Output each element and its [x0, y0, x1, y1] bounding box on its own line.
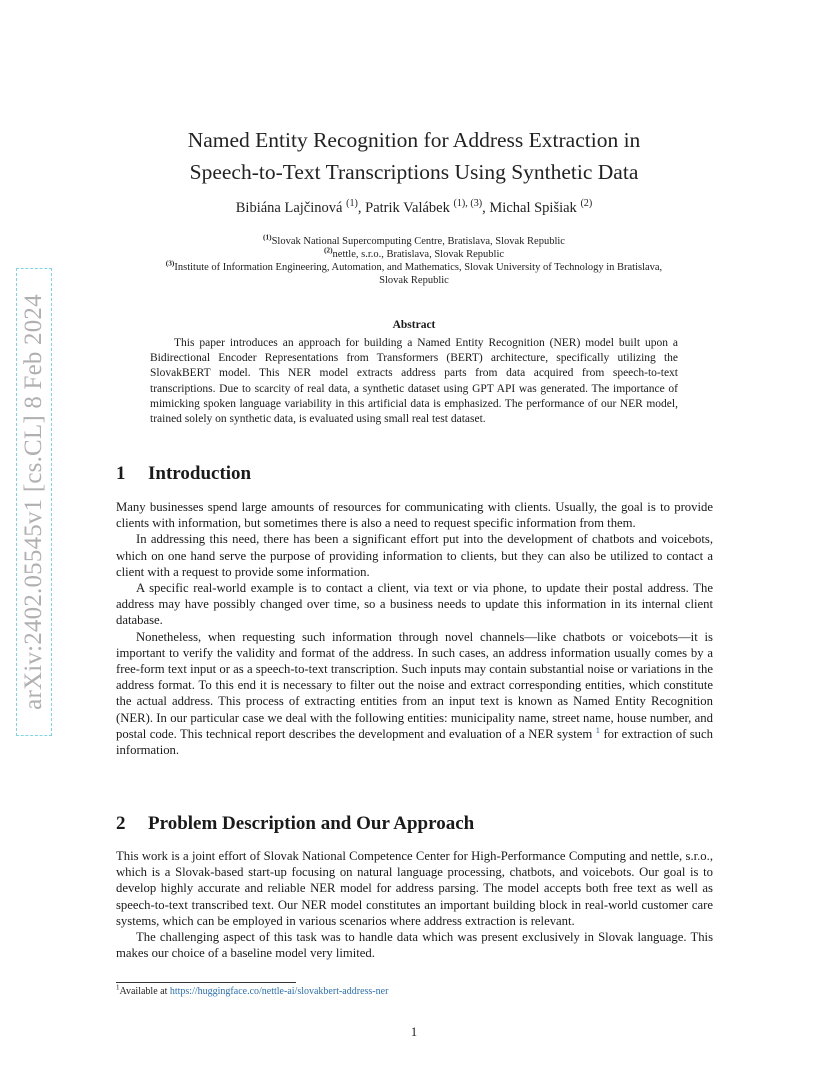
title-line-1: Named Entity Recognition for Address Extraction in	[187, 128, 641, 152]
author-list: Bibiána Lajčinová $^{(1)}$, Patrik Valábek $^{(1), (3)}$, Michal Spišiak $^{(2)}$	[235, 198, 593, 216]
page-number: 1	[410, 1025, 418, 1039]
author-affiliation-mark: (1), (3)	[453, 198, 483, 210]
author-affiliation-mark: (2)	[580, 198, 593, 210]
footnote-reference[interactable]: 1	[595, 724, 601, 735]
affiliations	[100, 232, 728, 287]
footnote-divider	[116, 982, 296, 983]
footnote-mark: 1	[116, 983, 120, 992]
arxiv-id-text: arXiv:2402.05545v1 [cs.CL] 8 Feb 2024	[20, 294, 47, 710]
paper-title	[0, 124, 828, 188]
problem-body	[116, 848, 713, 961]
section-title: Introduction	[148, 463, 252, 484]
abstract-text: This paper introduces an approach for building a Named Entity Recognition (NER) model built upon a Bidirectional Encoder Representations from Transformers (BERT) architecture, specifically utilizing the SlovakBERT model. This NER model extracts address parts from data acquired from speech-to-text transcriptions. Due to scarcity of real data, a synthetic dataset using GPT API was generated. The importance of mimicking spoken language variability in this artificial data is emphasized. The performance of our NER model, trained solely on synthetic data, is evaluated using small real test dataset.	[150, 337, 678, 426]
paragraph: In addressing this need, there has been a significant effort put into the development of chatbots and voicebots, which on one hand serve the purpose of providing information to clients, but they can also be utilized to contact a client with a request to provide some information.	[116, 532, 713, 579]
section-number: 2	[116, 813, 126, 834]
title-line-2: Speech-to-Text Transcriptions Using Synthetic Data	[189, 160, 639, 184]
paragraph: Many businesses spend large amounts of resources for communicating with clients. Usually, the goal is to provide clients with information, but sometimes there is also a need to request specific information from them.	[116, 500, 713, 531]
author-name: Michal Spišiak	[489, 200, 577, 216]
paragraph: This work is a joint effort of Slovak National Competence Center for High-Performance Computing and nettle, s.r.o., which is a Slovak-based start-up focusing on natural language processing, chatbots, and voicebots. Our goal is to develop highly accurate and reliable NER model for address parsing. The model accepts both free text as well as speech-to-text transcribed text. Our NER model constitutes an important building block in real-world customer care systems, which can be employed in various scenarios where address extraction is relevant.	[116, 849, 713, 928]
section-heading-problem	[116, 813, 474, 835]
affiliation-2: $^{(2)}$nettle, s.r.o., Bratislava, Slovak Republic	[323, 245, 505, 260]
section-number: 1	[116, 463, 126, 484]
arxiv-watermark	[16, 268, 52, 736]
section-title: Problem Description and Our Approach	[148, 813, 475, 834]
section-heading-introduction	[116, 463, 251, 485]
footnote-link[interactable]: https://huggingface.co/nettle-ai/slovakbert-address-ner	[169, 986, 389, 997]
paragraph: Nonetheless, when requesting such information through novel channels—like chatbots or voicebots—it is important to verify the validity and format of the address. In such cases, an address information usually comes by a free-form text input or as a speech-to-text transcription. Such inputs may contain substantial noise or variations in the address format. To this end it is necessary to filter out the noise and extract corresponding entities, which constitute the actual address. This process of extracting entities from an input text is known as Named Entity Recognition (NER). In our particular case we deal with the following entities: municipality name, street name, house number, and postal code. This technical report describes the development and evaluation of a NER system $^1$ for extraction of such information.	[116, 629, 713, 758]
author-name: Patrik Valábek	[365, 200, 450, 216]
paragraph: The challenging aspect of this task was to handle data which was present exclusively in Slovak language. This makes our choice of a baseline model very limited.	[116, 930, 713, 961]
introduction-body	[116, 499, 713, 758]
author-name: Bibiána Lajčinová	[235, 200, 343, 216]
affiliation-3: $^{(3)}$Institute of Information Engineering, Automation, and Mathematics, Slovak University of Technology in Bratislava,	[165, 258, 663, 273]
abstract-heading: Abstract	[392, 319, 436, 331]
affiliation-3-cont: Slovak Republic	[379, 275, 449, 286]
footnote: $^1$Available at https://huggingface.co/nettle-ai/slovakbert-address-ner	[116, 983, 389, 997]
affiliation-1: $^{(1)}$Slovak National Supercomputing Centre, Bratislava, Slovak Republic	[263, 232, 565, 247]
author-affiliation-mark: (1)	[346, 198, 358, 210]
paragraph: A specific real-world example is to contact a client, via text or via phone, to update their postal address. The address may have possibly changed over time, so a business needs to update this information in its internal client database.	[116, 581, 713, 628]
